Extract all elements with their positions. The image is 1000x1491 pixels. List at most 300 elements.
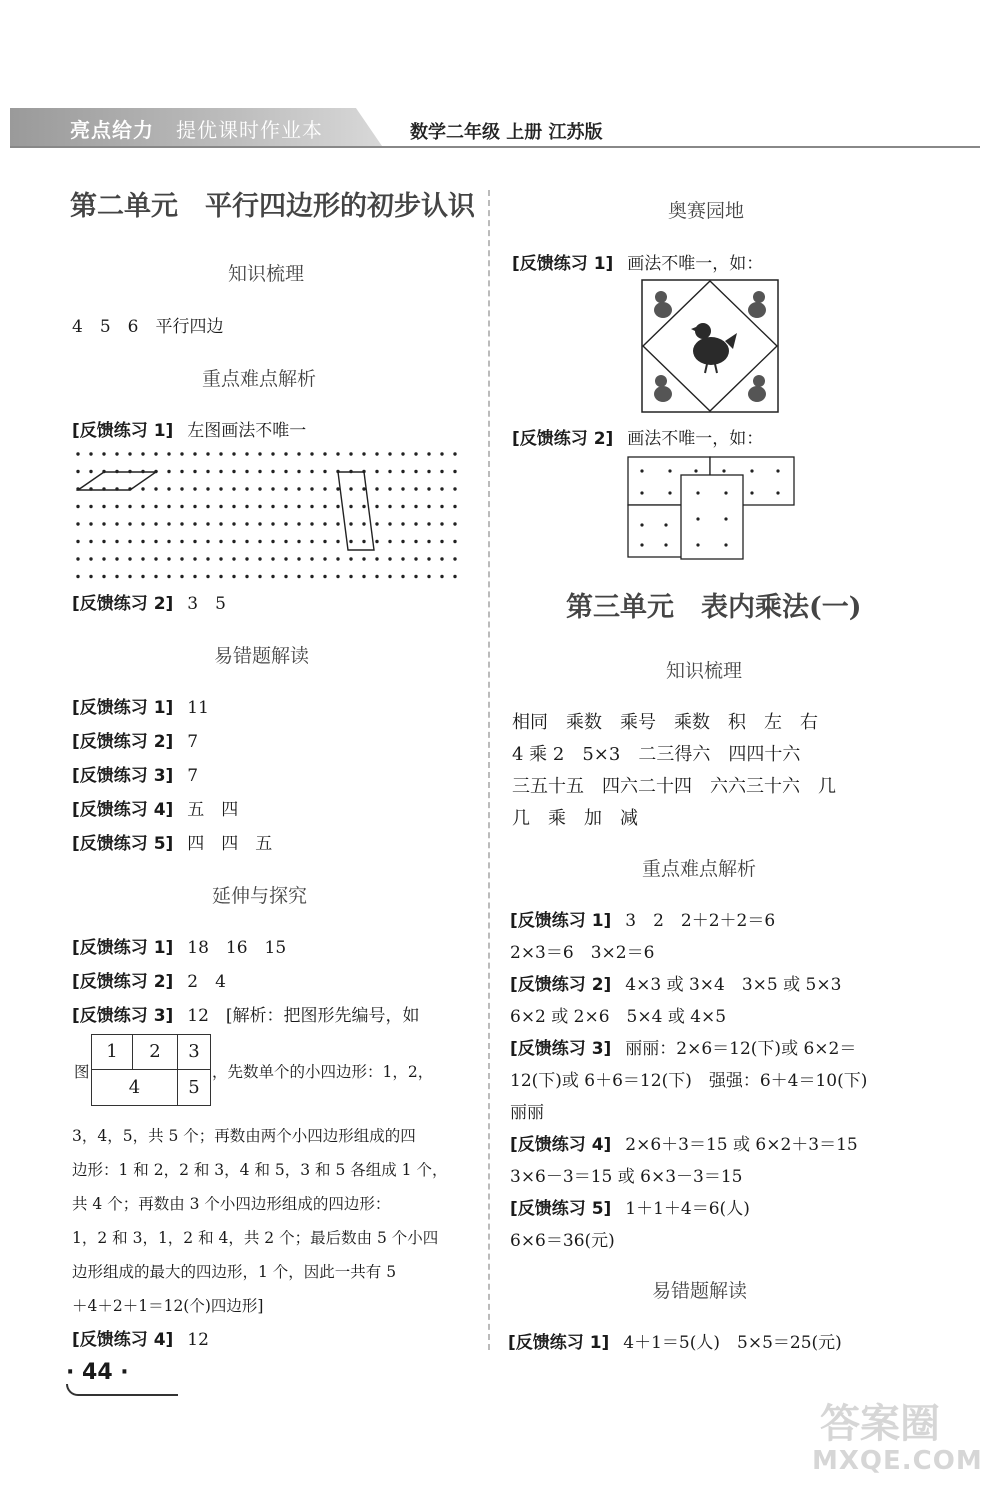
exercise-label: [反馈练习 4] — [72, 800, 174, 820]
exercise-value: 7 — [187, 732, 199, 752]
exercise-label: [反馈练习 1] — [508, 1333, 610, 1353]
grid-dot — [440, 505, 443, 508]
grid-dot — [141, 540, 144, 543]
grid-dot — [232, 557, 235, 560]
exercise-label: [反馈练习 1] — [72, 421, 174, 441]
grid-dot — [245, 540, 248, 543]
grid-dot — [401, 487, 404, 490]
grid-dot — [180, 540, 183, 543]
unit-title-3: 第三单元 表内乘法(一) — [566, 592, 862, 623]
grid-dot — [271, 557, 274, 560]
grid-dot — [414, 505, 417, 508]
grid-dot — [310, 522, 313, 525]
exercise-continuation: 2×3＝6 3×2＝6 — [510, 943, 655, 963]
grid-dot — [362, 505, 365, 508]
grid-dot — [453, 487, 456, 490]
grid-dot — [115, 575, 118, 578]
grid-dot — [219, 505, 222, 508]
exercise-line — [72, 1001, 420, 1026]
section-title: 重点难点解析 — [202, 368, 317, 390]
grid-dot — [141, 522, 144, 525]
figure-cell: 5 — [188, 1077, 200, 1098]
grid-dot — [115, 557, 118, 560]
section-title: 易错题解读 — [214, 645, 310, 667]
grid-dot — [180, 522, 183, 525]
grid-dot — [76, 540, 79, 543]
grid-dot — [193, 470, 196, 473]
exercise-continuation: 6×6＝36(元) — [510, 1231, 615, 1251]
grid-dot — [128, 540, 131, 543]
header-rule — [10, 146, 980, 148]
exercise-label: [反馈练习 2] — [72, 972, 174, 992]
grid-dot — [76, 452, 79, 455]
exercise-label: [反馈练习 1] — [512, 254, 614, 274]
grid-dot — [219, 557, 222, 560]
header-subject: 数学二年级 上册 江苏版 — [410, 122, 603, 143]
grid-dot — [154, 522, 157, 525]
grid-dot — [453, 540, 456, 543]
section-title: 知识梳理 — [228, 263, 305, 285]
column-divider — [488, 190, 490, 1350]
grid-dot — [258, 452, 261, 455]
grid-dot — [427, 540, 430, 543]
exercise-label: [反馈练习 5] — [72, 834, 174, 854]
grid-dot — [453, 452, 456, 455]
grid-dot — [414, 452, 417, 455]
grid-dot — [349, 505, 352, 508]
grid-dot — [323, 540, 326, 543]
grid-dot — [284, 487, 287, 490]
grid-dot — [427, 470, 430, 473]
grid-dot — [297, 575, 300, 578]
exercise-line — [72, 416, 306, 441]
unit-title-2: 第二单元 平行四边形的初步认识 — [70, 191, 475, 222]
grid-dot — [245, 452, 248, 455]
exercise-continuation: 12(下)或 6＋6＝12(下) 强强：6＋4＝10(下) — [510, 1071, 868, 1091]
figure-cell: 4 — [92, 1070, 178, 1105]
grid-dot — [141, 452, 144, 455]
grid-dot — [297, 540, 300, 543]
grid-dot — [284, 470, 287, 473]
grid-dot — [427, 505, 430, 508]
exercise-value: 18 16 15 — [187, 938, 287, 958]
grid-dot — [375, 452, 378, 455]
grid-dot — [167, 540, 170, 543]
grid-dot — [297, 522, 300, 525]
grid-dot — [349, 522, 352, 525]
grid-dot — [89, 452, 92, 455]
numbered-figure — [91, 1034, 211, 1106]
exercise-value: 五 四 — [187, 800, 239, 820]
exercise-value: 2×6＋3＝15 或 6×2＋3＝15 — [625, 1135, 858, 1155]
grid-dot — [128, 452, 131, 455]
grid-dot — [89, 522, 92, 525]
grid-dot — [297, 470, 300, 473]
grid-dot — [271, 487, 274, 490]
grid-dot — [362, 557, 365, 560]
grid-dot — [258, 557, 261, 560]
grid-dot — [76, 505, 79, 508]
grid-dot — [206, 452, 209, 455]
grid-dot — [271, 505, 274, 508]
grid-dot — [76, 522, 79, 525]
grid-dot — [206, 487, 209, 490]
grid-dot — [336, 540, 339, 543]
grid-dot — [388, 505, 391, 508]
grid-dot — [232, 470, 235, 473]
answer-line: 相同 乘数 乘号 乘数 积 左 右 — [512, 712, 818, 733]
grid-dot — [375, 557, 378, 560]
exercise-line — [72, 1325, 209, 1350]
grid-dot — [245, 470, 248, 473]
exercise-line — [512, 424, 763, 449]
grid-dot — [128, 557, 131, 560]
exercise-line — [512, 249, 763, 274]
exercise-value: 11 — [187, 698, 209, 718]
grid-dot — [414, 575, 417, 578]
grid-dot — [180, 575, 183, 578]
exercise-label: [反馈练习 5] — [510, 1199, 612, 1219]
grid-dot — [284, 505, 287, 508]
grid-dot — [427, 452, 430, 455]
grid-dot — [336, 452, 339, 455]
grid-dot — [375, 575, 378, 578]
grid-dot — [427, 557, 430, 560]
grid-dot — [453, 470, 456, 473]
grid-dot — [284, 557, 287, 560]
grid-dot — [388, 522, 391, 525]
grid-dot — [180, 487, 183, 490]
explanation-line: 1，2 和 3，1，2 和 4，共 2 个；最后数由 5 个小四 — [72, 1229, 439, 1247]
grid-dot — [388, 540, 391, 543]
section-title: 重点难点解析 — [642, 858, 757, 880]
section-title: 奥赛园地 — [668, 200, 745, 222]
grid-dot — [102, 522, 105, 525]
grid-dot — [167, 522, 170, 525]
grid-dot — [271, 540, 274, 543]
grid-dot — [167, 575, 170, 578]
exercise-line — [510, 1034, 856, 1059]
grid-dot — [167, 470, 170, 473]
exercise-line — [72, 693, 209, 718]
grid-dot — [154, 452, 157, 455]
parallelogram-left — [78, 472, 156, 490]
figure-cell: 3 — [178, 1035, 210, 1070]
exercise-label: [反馈练习 4] — [510, 1135, 612, 1155]
grid-dot — [401, 575, 404, 578]
grid-dot — [76, 557, 79, 560]
grid-dot — [349, 557, 352, 560]
header-brand: 亮点给力 — [70, 118, 154, 142]
exercise-value: 3 5 — [187, 594, 226, 614]
grid-dot — [258, 470, 261, 473]
grid-dot — [258, 487, 261, 490]
grid-dot — [310, 505, 313, 508]
exercise-label: [反馈练习 2] — [512, 429, 614, 449]
exercise-label: [反馈练习 3] — [72, 766, 174, 786]
grid-dot — [258, 575, 261, 578]
grid-dot — [388, 452, 391, 455]
grid-dot — [232, 452, 235, 455]
exercise-continuation: 6×2 或 2×6 5×4 或 4×5 — [510, 1007, 727, 1027]
exercise-line — [72, 727, 198, 752]
grid-dot — [180, 505, 183, 508]
grid-dot — [414, 487, 417, 490]
grid-dot — [193, 505, 196, 508]
grid-dot — [219, 522, 222, 525]
grid-dot — [167, 557, 170, 560]
explanation-line: 共 4 个；再数由 3 个小四边形组成的四边形： — [72, 1195, 391, 1213]
grid-dot — [193, 487, 196, 490]
grid-dot — [232, 505, 235, 508]
grid-dot — [323, 470, 326, 473]
grid-dot — [336, 557, 339, 560]
grid-dot — [401, 470, 404, 473]
exercise-line — [72, 761, 198, 786]
explanation-line: 边形：1 和 2，2 和 3，4 和 5，3 和 5 各组成 1 个， — [72, 1161, 448, 1179]
grid-dot — [102, 540, 105, 543]
exercise-label: [反馈练习 1] — [72, 938, 174, 958]
exercise-label: [反馈练习 4] — [72, 1330, 174, 1350]
grid-dot — [427, 522, 430, 525]
dot-rectangles-figure — [626, 455, 796, 561]
grid-dot — [102, 575, 105, 578]
exercise-value: 7 — [187, 766, 199, 786]
exercise-value: 画法不唯一，如： — [627, 254, 764, 274]
grid-dot — [206, 557, 209, 560]
exercise-value: 12 [解析：把图形先编号，如 — [187, 1006, 420, 1026]
grid-dot — [128, 575, 131, 578]
exercise-value: 丽丽：2×6＝12(下)或 6×2＝ — [625, 1039, 857, 1059]
grid-dot — [323, 487, 326, 490]
grid-dot — [89, 575, 92, 578]
grid-dot — [401, 557, 404, 560]
grid-dot — [245, 575, 248, 578]
grid-dot — [284, 540, 287, 543]
exercise-value: 画法不唯一，如： — [627, 429, 764, 449]
section-title: 易错题解读 — [652, 1280, 748, 1302]
grid-dot — [440, 522, 443, 525]
grid-dot — [245, 505, 248, 508]
exercise-line — [72, 829, 272, 854]
grid-dot — [323, 522, 326, 525]
grid-dot — [388, 557, 391, 560]
grid-dot — [193, 540, 196, 543]
exercise-label: [反馈练习 1] — [72, 698, 174, 718]
exercise-value: 四 四 五 — [187, 834, 273, 854]
grid-dot — [323, 505, 326, 508]
grid-dot — [193, 452, 196, 455]
grid-dot — [388, 487, 391, 490]
grid-dot — [414, 540, 417, 543]
grid-dot — [284, 452, 287, 455]
grid-dot — [440, 575, 443, 578]
grid-dot — [310, 540, 313, 543]
grid-dot — [206, 522, 209, 525]
figure-suffix: ，先数单个的小四边形：1，2， — [212, 1063, 434, 1081]
explanation-line: 边形组成的最大的四边形，1 个，因此一共有 5 — [72, 1263, 397, 1281]
grid-dot — [401, 522, 404, 525]
grid-dot — [323, 557, 326, 560]
grid-dot — [193, 522, 196, 525]
grid-dot — [89, 470, 92, 473]
grid-dot — [154, 487, 157, 490]
grid-dot — [271, 470, 274, 473]
grid-dot — [453, 505, 456, 508]
grid-dot — [375, 505, 378, 508]
grid-dot — [375, 470, 378, 473]
watermark-url: MXQE.COM — [812, 1446, 983, 1476]
grid-dot — [180, 557, 183, 560]
grid-dot — [349, 452, 352, 455]
grid-dot — [310, 470, 313, 473]
exercise-continuation: 丽丽 — [510, 1103, 544, 1123]
exercise-value: 左图画法不唯一 — [187, 421, 307, 441]
grid-dot — [128, 522, 131, 525]
grid-dot — [219, 470, 222, 473]
explanation-line: 3，4，5，共 5 个；再数由两个小四边形组成的四 — [72, 1127, 416, 1145]
answer-line: 几 乘 加 减 — [512, 808, 638, 829]
exercise-value: 4×3 或 3×4 3×5 或 5×3 — [625, 975, 842, 995]
page-number-ornament — [66, 1384, 178, 1396]
grid-dot — [401, 540, 404, 543]
hen-chick-figure — [641, 279, 779, 413]
grid-dot — [154, 575, 157, 578]
grid-dot — [128, 505, 131, 508]
grid-dot — [349, 575, 352, 578]
grid-dot — [297, 505, 300, 508]
grid-dot — [427, 575, 430, 578]
grid-dot — [115, 505, 118, 508]
header-series: 提优课时作业本 — [176, 118, 323, 142]
grid-dot — [388, 575, 391, 578]
grid-dot — [154, 505, 157, 508]
grid-dot — [219, 540, 222, 543]
grid-dot — [232, 540, 235, 543]
grid-dot — [154, 557, 157, 560]
grid-dot — [336, 575, 339, 578]
grid-dot — [453, 575, 456, 578]
grid-dot — [193, 557, 196, 560]
exercise-line — [72, 933, 286, 958]
grid-dot — [375, 540, 378, 543]
grid-dot — [414, 557, 417, 560]
figure-cell: 1 — [92, 1035, 133, 1070]
grid-dot — [271, 522, 274, 525]
grid-dot — [76, 575, 79, 578]
explanation-line: ＋4＋2＋1＝12(个)四边形] — [72, 1297, 264, 1315]
figure-cell: 2 — [133, 1035, 178, 1070]
grid-dot — [388, 470, 391, 473]
grid-dot — [167, 452, 170, 455]
grid-dot — [206, 505, 209, 508]
grid-dot — [141, 557, 144, 560]
grid-dot — [284, 522, 287, 525]
grid-dot — [89, 557, 92, 560]
exercise-value: 12 — [187, 1330, 209, 1350]
exercise-line — [510, 1130, 858, 1155]
grid-dot — [193, 575, 196, 578]
exercise-label: [反馈练习 1] — [510, 911, 612, 931]
grid-dot — [453, 557, 456, 560]
parallelogram-right — [338, 472, 374, 550]
grid-dot — [180, 452, 183, 455]
grid-dot — [271, 452, 274, 455]
grid-dot — [297, 487, 300, 490]
grid-dot — [245, 487, 248, 490]
grid-dot — [310, 452, 313, 455]
grid-dot — [245, 522, 248, 525]
grid-dot — [453, 522, 456, 525]
grid-dot — [102, 557, 105, 560]
grid-dot — [284, 575, 287, 578]
exercise-value: 2 4 — [187, 972, 226, 992]
grid-dot — [427, 487, 430, 490]
exercise-label: [反馈练习 3] — [72, 1006, 174, 1026]
grid-dot — [440, 487, 443, 490]
grid-dot — [362, 540, 365, 543]
grid-dot — [310, 487, 313, 490]
watermark-logo: 答案圈 — [820, 1401, 940, 1447]
grid-dot — [297, 452, 300, 455]
grid-dot — [440, 470, 443, 473]
answer-line: 4 5 6 平行四边 — [72, 317, 224, 337]
grid-dot — [115, 540, 118, 543]
grid-dot — [414, 470, 417, 473]
grid-dot — [336, 522, 339, 525]
grid-dot — [362, 452, 365, 455]
exercise-value: 4＋1＝5(人) 5×5＝25(元) — [623, 1333, 842, 1353]
grid-dot — [219, 452, 222, 455]
section-title: 知识梳理 — [666, 660, 743, 682]
grid-dot — [310, 575, 313, 578]
grid-dot — [440, 452, 443, 455]
grid-dot — [245, 557, 248, 560]
exercise-value: 3 2 2＋2＋2＝6 — [625, 911, 776, 931]
exercise-line — [72, 589, 226, 614]
exercise-line — [510, 1194, 750, 1219]
grid-dot — [141, 505, 144, 508]
section-title: 延伸与探究 — [212, 885, 308, 907]
exercise-label: [反馈练习 3] — [510, 1039, 612, 1059]
grid-dot — [362, 522, 365, 525]
grid-dot — [89, 505, 92, 508]
grid-dot — [401, 505, 404, 508]
grid-dot — [141, 575, 144, 578]
dot-grid-figure — [70, 446, 470, 580]
page-number: · 44 · — [66, 1360, 129, 1385]
grid-dot — [76, 470, 79, 473]
exercise-line — [72, 967, 226, 992]
grid-dot — [206, 575, 209, 578]
grid-dot — [141, 487, 144, 490]
grid-dot — [258, 522, 261, 525]
exercise-line — [510, 906, 775, 931]
exercise-line — [510, 970, 841, 995]
exercise-line — [508, 1328, 842, 1353]
exercise-label: [反馈练习 2] — [72, 732, 174, 752]
grid-dot — [167, 487, 170, 490]
grid-dot — [219, 487, 222, 490]
grid-dot — [232, 575, 235, 578]
grid-dot — [102, 505, 105, 508]
grid-dot — [336, 487, 339, 490]
grid-dot — [401, 452, 404, 455]
grid-dot — [258, 540, 261, 543]
grid-dot — [206, 540, 209, 543]
grid-dot — [89, 540, 92, 543]
grid-dot — [349, 487, 352, 490]
